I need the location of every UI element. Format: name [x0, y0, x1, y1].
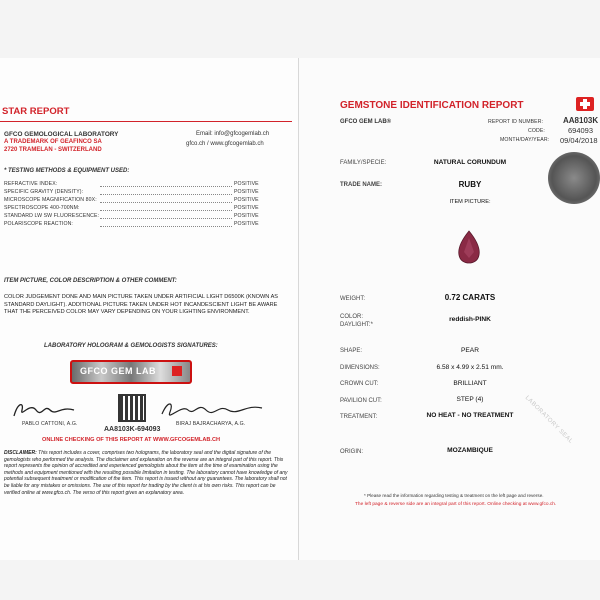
disclaimer-text: This report includes a cover, comprises two holograms, the laboratory seal and the digital signature of the gemologists who performed the analysis. The disclaimer and explanation on the reverse are an integral part of this report. This report represents the opinion of accredited and experienced gemologists about the item at the time of examination using the methods and equipment mentioned with the resulting possible limitation in testing. The laboratory cannot have knowledge of any potential subsequent treatment or modification of the item. This report is issued without any guarantees. The laboratory shall not be liable for any mistakes or omissions. The use of this report for trading by the client is at his own risks. This report can be verified online at www.gfco.ch. The verso of this report gives an explanatory area.	[4, 450, 288, 496]
test-name: SPECIFIC GRAVITY (DENSITY):	[4, 189, 84, 195]
seal-watermark: LABORATORY SEAL	[523, 395, 574, 446]
testing-title: * TESTING METHODS & EQUIPMENT USED:	[4, 168, 130, 174]
ruby-gem-picture	[456, 230, 482, 264]
row-label: FAMILY/SPECIE:	[340, 160, 387, 166]
meta-label-code: CODE:	[528, 128, 545, 134]
dot-leader	[100, 218, 232, 219]
lab-trademark: A TRADEMARK OF GEAFINCO SA	[4, 139, 102, 145]
comment-text: COLOR JUDGEMENT DONE AND MAIN PICTURE TAKEN UNDER ARTIFICIAL LIGHT D6500K (KNOWN AS STANDARD DAYLIGHT). ADDITIONAL PICTURE TAKEN UNDER HOT INCANDESCIENT LIGHT BE AWARE THAT THE PERCEIVED COLOR MAY VARY DEPENDING ON YOUR LIGHTING ENVIRONMENT.	[4, 294, 279, 315]
test-name: REFRACTIVE INDEX:	[4, 181, 58, 187]
dot-leader	[100, 210, 232, 211]
row-label: DIMENSIONS:	[340, 365, 380, 371]
footnote-1: * Please read the information regarding testing & treatment on the left page and reverse.	[364, 493, 544, 498]
row-value: RUBY	[458, 180, 482, 189]
right-page	[299, 58, 600, 560]
test-result: POSITIVE	[234, 181, 259, 187]
meta-date: 09/04/2018	[560, 136, 598, 145]
signature-1	[10, 398, 80, 420]
test-result: POSITIVE	[234, 197, 259, 203]
disclaimer	[4, 450, 290, 496]
row-value: reddish-PINK	[449, 316, 491, 323]
row-label: COLOR:	[340, 314, 364, 320]
hologram-text: GFCO GEM LAB	[80, 366, 156, 376]
test-name: POLARISCOPE REACTION:	[4, 221, 73, 227]
test-result: POSITIVE	[234, 189, 259, 195]
swiss-flag-icon	[172, 366, 182, 376]
qr-code-icon	[118, 394, 146, 422]
lab-brand: GFCO GEM LAB®	[340, 119, 392, 125]
test-name: STANDARD LW SW FLUORESCENCE:	[4, 213, 100, 219]
row-label: DAYLIGHT:*	[340, 322, 373, 328]
row-label: SHAPE:	[340, 348, 363, 354]
header-rule	[0, 121, 292, 122]
meta-code: 694093	[568, 126, 594, 135]
row-label: TRADE NAME:	[340, 182, 382, 188]
row-label: ORIGIN:	[340, 449, 364, 455]
test-name: MICROSCOPE MAGNIFICATION 80X:	[4, 197, 97, 203]
lab-web: gfco.ch / www.gfcogemlab.ch	[186, 141, 264, 147]
meta-label-date: MONTH/DAY/YEAR:	[500, 137, 550, 143]
signer-2-name: BIRAJ BAJRACHARYA, A.G.	[176, 421, 246, 427]
lab-address: 2720 TRAMELAN - SWITZERLAND	[4, 147, 102, 153]
report-title: GEMSTONE IDENTIFICATION REPORT	[340, 100, 524, 111]
test-name: SPECTROSCOPE 400-700NM:	[4, 205, 80, 211]
star-report-heading: STAR REPORT	[2, 106, 70, 117]
laboratory-seal-icon	[548, 152, 600, 204]
lab-name: GFCO GEMOLOGICAL LABORATORY	[4, 131, 119, 138]
row-value: PEAR	[461, 347, 479, 354]
row-value: MOZAMBIQUE	[447, 447, 493, 454]
disclaimer-label: DISCLAIMER:	[4, 450, 37, 456]
meta-label-id: REPORT ID NUMBER:	[488, 119, 544, 125]
row-value: STEP (4)	[456, 396, 484, 403]
dot-leader	[100, 202, 232, 203]
row-label: CROWN CUT:	[340, 381, 379, 387]
row-value: NATURAL CORUNDUM	[433, 159, 507, 166]
row-value: NO HEAT - NO TREATMENT	[426, 412, 514, 419]
signer-1-name: PABLO CATTONI, A.G.	[22, 421, 78, 427]
test-result: POSITIVE	[234, 213, 259, 219]
dot-leader	[100, 226, 232, 227]
test-result: POSITIVE	[234, 221, 259, 227]
signature-2	[158, 398, 268, 420]
meta-report-id: AA8103K	[563, 116, 599, 125]
item-picture-label: ITEM PICTURE:	[449, 199, 491, 205]
row-label: TREATMENT:	[340, 414, 378, 420]
test-result: POSITIVE	[234, 205, 259, 211]
row-label: PAVILION CUT:	[340, 398, 382, 404]
dot-leader	[100, 186, 232, 187]
report-code: AA8103K-694093	[104, 426, 161, 433]
row-label: WEIGHT:	[340, 296, 365, 302]
row-value: BRILLIANT	[453, 380, 487, 387]
lab-email: Email: info@gfcogemlab.ch	[196, 131, 270, 137]
comment-title: ITEM PICTURE, COLOR DESCRIPTION & OTHER COMMENT:	[4, 278, 177, 284]
dot-leader	[100, 194, 232, 195]
swiss-flag-icon	[576, 97, 594, 111]
hologram-sticker	[70, 360, 192, 384]
hologram-title: LABORATORY HOLOGRAM & GEMOLOGISTS SIGNATURES:	[44, 343, 218, 349]
footnote-2: The left page & reverse side are an integral part of this report. Online checking at www.gfco.ch.	[355, 502, 557, 507]
row-value: 6.58 x 4.99 x 2.51 mm.	[436, 364, 504, 371]
row-value: 0.72 CARATS	[444, 293, 496, 302]
online-check: ONLINE CHECKING OF THIS REPORT AT WWW.GFCOGEMLAB.CH	[42, 437, 221, 443]
